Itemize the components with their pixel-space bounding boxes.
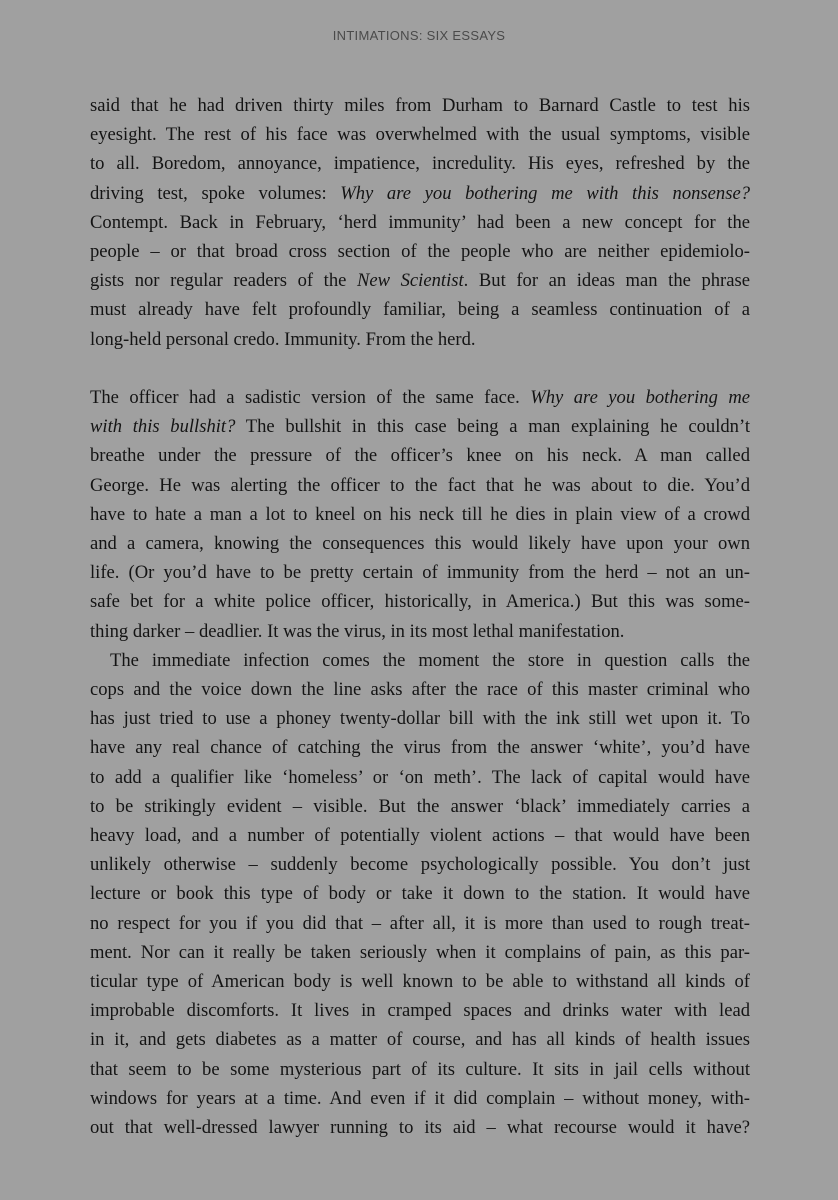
text-line: to add a qualifier like ‘homeless’ or ‘on meth’. The lack of capital would have xyxy=(90,766,750,788)
text-line: improbable discomforts. It lives in cramped spaces and drinks water with lead xyxy=(90,1000,750,1022)
text-line: heavy load, and a number of potentially violent actions – that would have been xyxy=(90,825,750,847)
text-line: George. He was alerting the officer to the fact that he was about to die. You’d xyxy=(90,474,750,496)
text-line: eyesight. The rest of his face was overwhelmed with the usual symptoms, visible xyxy=(90,124,750,146)
text-line: have any real chance of catching the virus from the answer ‘white’, you’d have xyxy=(90,737,750,759)
text-line: driving test, spoke volumes: Why are you bothering me with this nonsense? xyxy=(90,182,750,204)
text-line: has just tried to use a phoney twenty-dollar bill with the ink still wet upon it. To xyxy=(90,708,750,730)
text-line: ticular type of American body is well known to be able to withstand all kinds of xyxy=(90,971,750,993)
text-line: safe bet for a white police officer, historically, in America.) But this was some- xyxy=(90,591,750,613)
text-line: to be strikingly evident – visible. But the answer ‘black’ immediately carries a xyxy=(90,795,750,817)
section-break xyxy=(90,354,750,383)
italic-phrase: Why are you bothering me xyxy=(530,387,750,409)
text-line: cops and the voice down the line asks after the race of this master criminal who xyxy=(90,679,750,701)
text-line: that seem to be some mysterious part of its culture. It sits in jail cells without xyxy=(90,1058,750,1080)
text-line: and a camera, knowing the consequences this would likely have upon your own xyxy=(90,533,750,555)
text-line: long-held personal credo. Immunity. From the herd. xyxy=(90,328,476,350)
italic-phrase: with this bullshit? xyxy=(90,416,236,438)
text-line: out that well-dressed lawyer running to its aid – what recourse would it have? xyxy=(90,1117,750,1139)
text-line: have to hate a man a lot to kneel on his neck till he dies in plain view of a crowd xyxy=(90,503,750,525)
text-line: The officer had a sadistic version of the same face. Why are you bothering me xyxy=(90,387,750,409)
text-line: people – or that broad cross section of the people who are neither epidemiolo- xyxy=(90,241,750,263)
paragraph xyxy=(90,383,750,646)
text-line: thing darker – deadlier. It was the virus, in its most lethal manifestation. xyxy=(90,620,625,642)
italic-phrase: Why are you bothering me with this nonsense? xyxy=(340,182,750,204)
text-line: with this bullshit? The bullshit in this case being a man explaining he couldn’t xyxy=(90,416,751,438)
italic-title: New Scientist xyxy=(356,270,464,292)
paragraph xyxy=(90,646,750,1142)
text-line: Contempt. Back in February, ‘herd immunity’ had been a new concept for the xyxy=(90,211,750,233)
text-line: must already have felt profoundly familiar, being a seamless continuation of a xyxy=(90,299,750,321)
text-line: said that he had driven thirty miles from Durham to Barnard Castle to test his xyxy=(90,95,750,116)
text-line: unlikely otherwise – suddenly become psychologically possible. You don’t just xyxy=(90,854,750,876)
text-line: gists nor regular readers of the New Scientist. But for an ideas man the phrase xyxy=(90,270,750,292)
text-line: windows for years at a time. And even if it did complain – without money, with- xyxy=(90,1087,750,1109)
running-head: INTIMATIONS: SIX ESSAYS xyxy=(332,28,506,43)
text-line: life. (Or you’d have to be pretty certain of immunity from the herd – not an un- xyxy=(90,562,750,584)
body-text xyxy=(90,91,750,1142)
text-line: The immediate infection comes the moment the store in question calls the xyxy=(110,649,750,671)
text-line: to all. Boredom, annoyance, impatience, incredulity. His eyes, refreshed by the xyxy=(90,153,750,175)
text-line: no respect for you if you did that – after all, it is more than used to rough treat- xyxy=(90,912,750,934)
paragraph xyxy=(90,91,750,354)
text-line: breathe under the pressure of the officer’s knee on his neck. A man called xyxy=(90,445,750,467)
text-line: ment. Nor can it really be taken seriously when it complains of pain, as this par- xyxy=(90,941,750,963)
text-line: in it, and gets diabetes as a matter of course, and has all kinds of health issues xyxy=(90,1029,750,1051)
text-line: lecture or book this type of body or take it down to the station. It would have xyxy=(90,883,750,905)
